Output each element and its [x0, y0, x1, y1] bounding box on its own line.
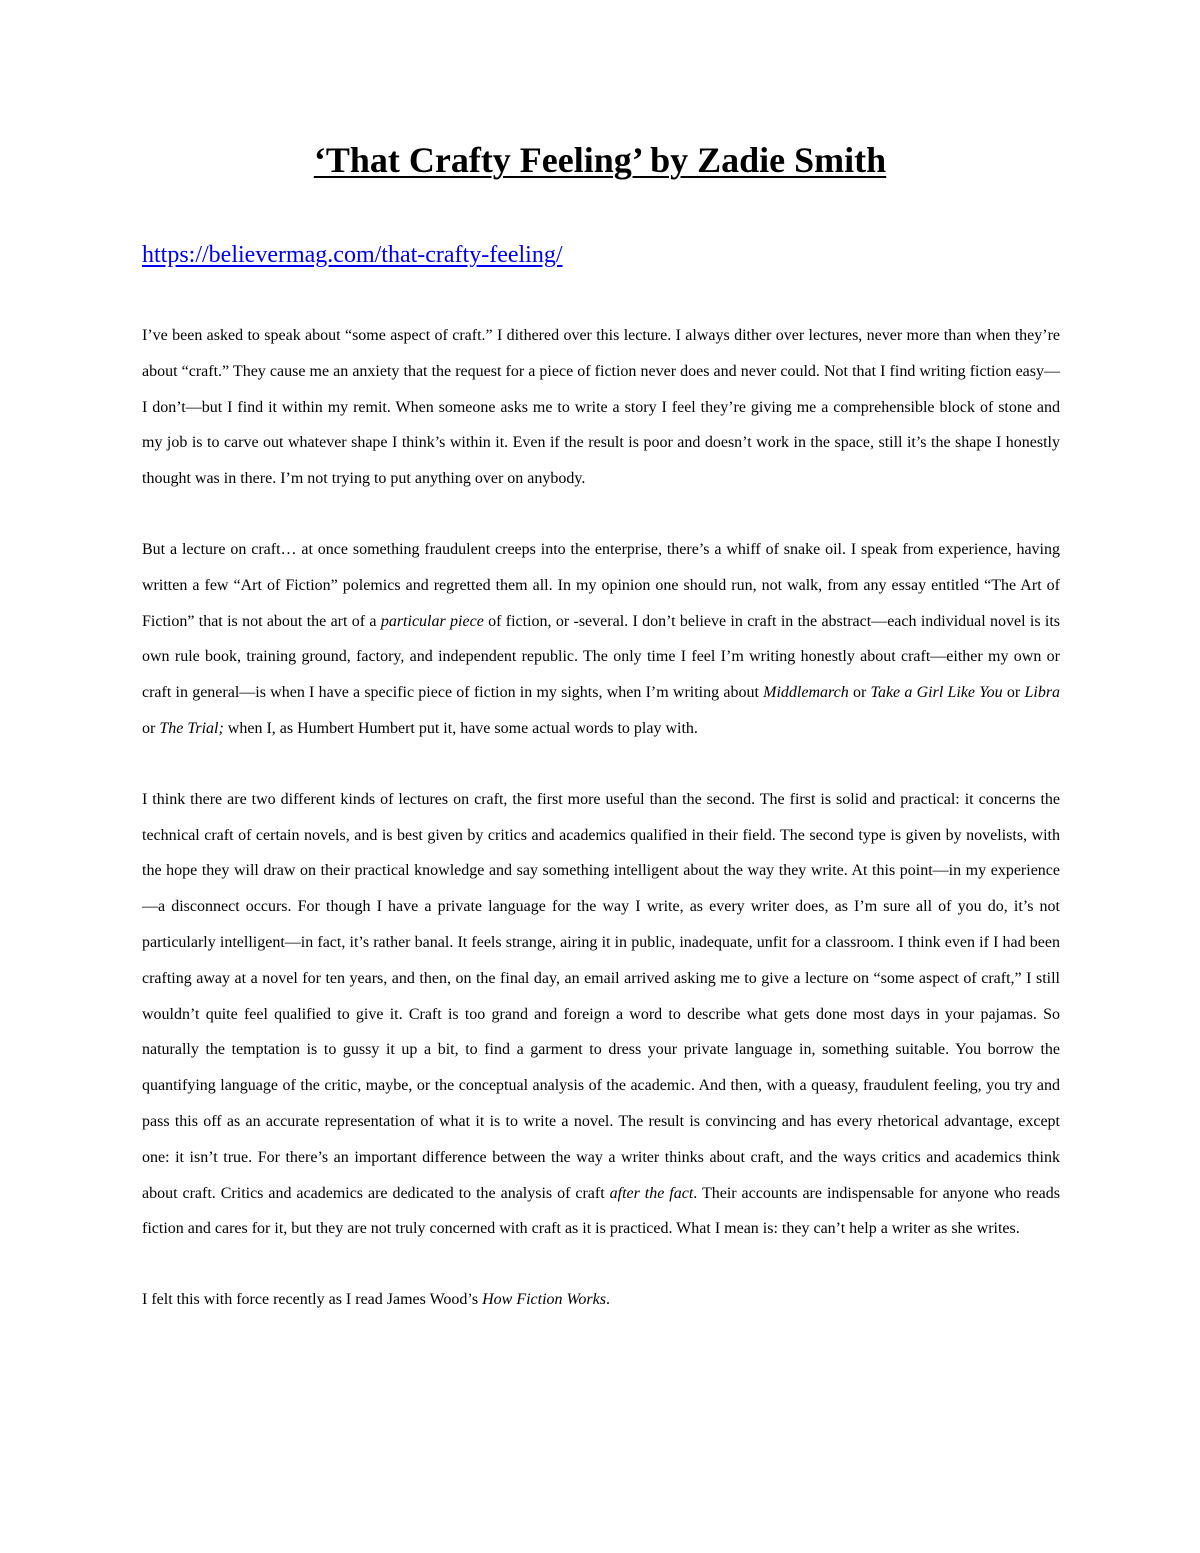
book-title-libra: Libra	[1024, 684, 1061, 702]
paragraph-4	[142, 1282, 1060, 1318]
paragraph-2-text: of fiction, or -several. I don’t believe in craft in the abstract—each individual novel is its own rule book, training ground, factory, and independent republic. The only time I feel I’m writing honestly about craft—either my own or craft in general—is when I have a specific piece of fiction in my sights, when I’m writing about	[142, 612, 1060, 702]
italic-after-the-fact: after the fact	[609, 1184, 694, 1202]
paragraph-2-text: when I, as Humbert Humbert put it, have some actual words to play with.	[223, 719, 698, 737]
paragraph-3	[142, 782, 1060, 1247]
paragraph-2-text: or	[1002, 684, 1025, 702]
book-title-how-fiction-works: How Fiction Works	[482, 1291, 606, 1309]
document-title: ‘That Crafty Feeling’ by Zadie Smith	[313, 140, 887, 180]
paragraph-3-text: . Their accounts are indispensable for anyone who reads fiction and cares for it, but they are not truly concerned with craft as it is practiced. What I mean is: they can’t help a writer as she writes.	[142, 1184, 1060, 1238]
paragraph-2-text: But a lecture on craft… at once something fraudulent creeps into the enterprise, there’s a whiff of snake oil. I speak from experience, having written a few “Art of Fiction” polemics and regretted them all. In my opinion one should run, not walk, from any essay entitled “The Art of Fiction” that is not about the art of a	[142, 540, 1060, 630]
paragraph-2-text: or	[848, 684, 871, 702]
book-title-take-a-girl-like-you: Take a Girl Like You	[870, 684, 1003, 702]
document-body	[142, 318, 1060, 1318]
italic-particular-piece: particular piece	[380, 612, 484, 630]
paragraph-1-text: I’ve been asked to speak about “some aspect of craft.” I dithered over this lecture. I always dither over lectures, never more than when they’re about “craft.” They cause me an anxiety that the request for a piece of fiction never does and never could. Not that I find writing fiction easy—I don’t—but I find it within my remit. When someone asks me to write a story I feel they’re giving me a comprehensible block of stone and my job is to carve out whatever shape I think’s within it. Even if the result is poor and doesn’t work in the space, still it’s the shape I honestly thought was in there. I’m not trying to put anything over on anybody.	[142, 327, 1060, 488]
paragraph-4-text: .	[605, 1291, 610, 1309]
paragraph-1	[142, 318, 1060, 497]
paragraph-3-text: I think there are two different kinds of lectures on craft, the first more useful than the second. The first is solid and practical: it concerns the technical craft of certain novels, and is best given by critics and academics qualified in their field. The second type is given by novelists, with the hope they will draw on their practical knowledge and say something intelligent about the way they write. At this point—in my experience—a disconnect occurs. For though I have a private language for the way I write, as every writer does, as I’m sure all of you do, it’s not particularly intelligent—in fact, it’s rather banal. It feels strange, airing it in public, inadequate, unfit for a classroom. I think even if I had been crafting away at a novel for ten years, and then, on the final day, an email arrived asking me to give a lecture on “some aspect of craft,” I still wouldn’t quite feel qualified to give it. Craft is too grand and foreign a word to describe what gets done most days in your pajamas. So naturally the temptation is to gussy it up a bit, to find a garment to dress your private language in, something suitable. You borrow the quantifying language of the critic, maybe, or the conceptual analysis of the academic. And then, with a queasy, fraudulent feeling, you try and pass this off as an accurate representation of what it is to write a novel. The result is convincing and has every rhetorical advantage, except one: it isn’t true. For there’s an important difference between the way a writer thinks about craft, and the ways critics and academics think about craft. Critics and academics are dedicated to the analysis of craft	[142, 790, 1060, 1202]
book-title-middlemarch: Middlemarch	[763, 684, 849, 702]
source-link[interactable]: https://believermag.com/that-crafty-feeling/	[142, 242, 563, 268]
paragraph-2-text: or	[142, 719, 160, 737]
paragraph-2	[142, 532, 1060, 747]
paragraph-4-text: I felt this with force recently as I read James Wood’s	[142, 1291, 483, 1309]
book-title-the-trial: The Trial;	[159, 719, 224, 737]
